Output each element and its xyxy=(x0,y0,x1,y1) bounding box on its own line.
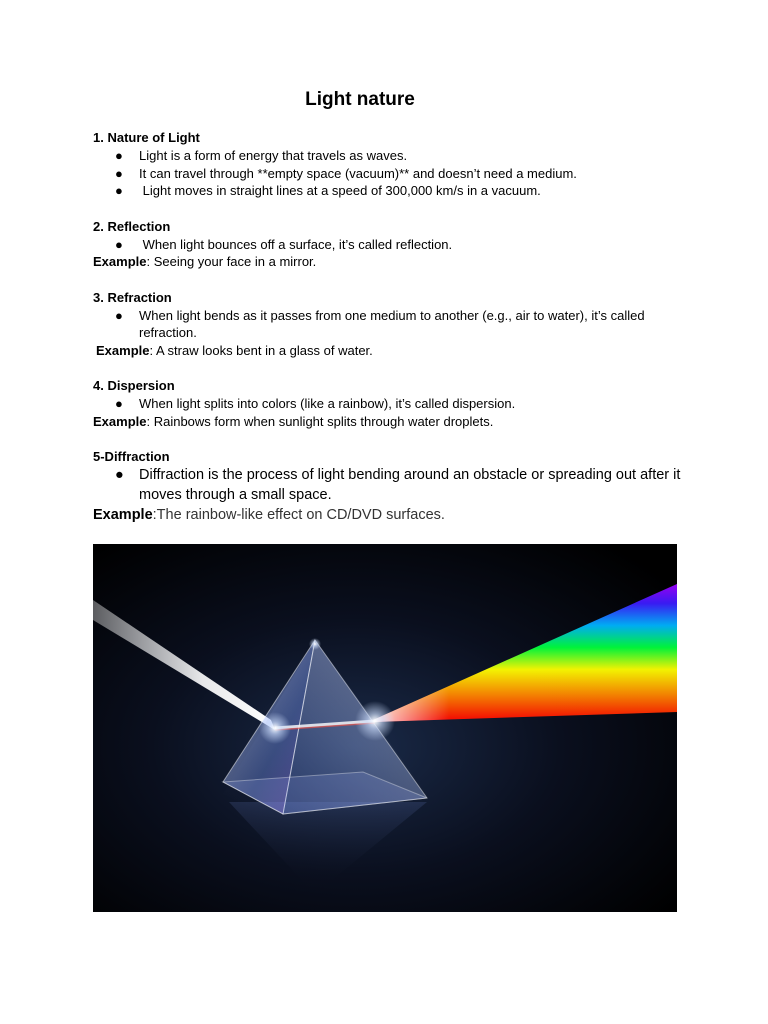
bullet-icon: ● xyxy=(115,165,123,181)
bullet-icon: ● xyxy=(115,307,123,323)
section-heading: 4. Dispersion xyxy=(93,378,175,393)
list-item-text: When light bounces off a surface, it’s called reflection. xyxy=(139,236,453,252)
list-item-text: Diffraction is the process of light bending around an obstacle or spreading out after it moves through a small space. xyxy=(139,467,681,503)
section-heading: 5-Diffraction xyxy=(93,449,170,464)
list-item xyxy=(93,466,683,505)
list-item xyxy=(93,236,683,254)
example-label: Example xyxy=(93,254,147,269)
section-refraction xyxy=(93,289,683,360)
list-item-text: When light bends as it passes from one medium to another (e.g., air to water), it’s called refraction. xyxy=(139,307,645,340)
bullet-icon: ● xyxy=(115,467,124,483)
example-line xyxy=(93,253,683,271)
prism-icon xyxy=(93,544,677,912)
example-line xyxy=(93,505,683,525)
section-reflection xyxy=(93,218,683,271)
list-item-text: Light is a form of energy that travels as waves. xyxy=(139,148,408,163)
page-title: Light nature xyxy=(305,89,415,110)
list-item xyxy=(93,165,683,183)
example-label: Example xyxy=(93,413,147,429)
list-item-text: When light splits into colors (like a rainbow), it’s called dispersion. xyxy=(139,396,516,411)
section-heading: 3. Refraction xyxy=(93,289,172,305)
example-label: Example xyxy=(93,507,153,523)
list-item-text: Light moves in straight lines at a speed of 300,000 km/s in a vacuum. xyxy=(139,183,541,198)
example-text: :The rainbow-like effect on CD/DVD surfaces. xyxy=(152,507,445,523)
bullet-icon: ● xyxy=(115,396,123,411)
example-line xyxy=(93,413,683,431)
list-item xyxy=(93,395,683,413)
list-item xyxy=(93,307,683,342)
example-text: : Seeing your face in a mirror. xyxy=(146,254,317,269)
prism-dispersion-illustration xyxy=(93,544,677,912)
bullet-icon: ● xyxy=(115,148,123,163)
bullet-icon: ● xyxy=(115,236,123,252)
example-text: : A straw looks bent in a glass of water. xyxy=(149,342,373,358)
example-label: Example xyxy=(96,342,150,358)
document-body xyxy=(93,129,683,543)
list-item xyxy=(93,147,683,165)
section-diffraction xyxy=(93,448,683,525)
section-dispersion xyxy=(93,377,683,430)
example-line xyxy=(93,342,683,360)
bullet-icon: ● xyxy=(115,183,123,198)
section-nature-of-light xyxy=(93,129,683,200)
section-heading: 2. Reflection xyxy=(93,218,171,234)
example-text: : Rainbows form when sunlight splits through water droplets. xyxy=(146,413,494,429)
list-item xyxy=(93,182,683,200)
section-heading: 1. Nature of Light xyxy=(93,130,200,145)
list-item-text: It can travel through **empty space (vacuum)** and doesn’t need a medium. xyxy=(139,165,577,181)
